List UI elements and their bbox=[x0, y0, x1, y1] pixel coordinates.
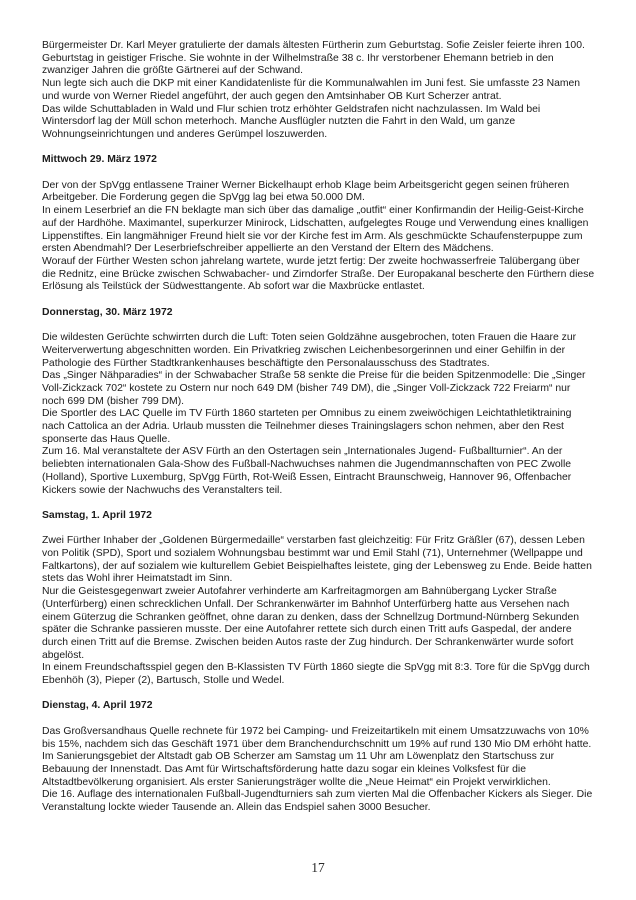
paragraph: Das „Singer Nähparadies“ in der Schwabacher Straße 58 senkte die Preise für die beiden Spitzenmodelle: Die „Singer Voll-Zickzack 702“ kostete zu Ostern nur noch 649 DM (bisher 749 DM), die „Singer Voll-Zickzack 722 Freiarm“ nur noch 699 DM (bisher 799 DM). bbox=[42, 370, 586, 407]
paragraph: Die Sportler des LAC Quelle im TV Fürth 1860 starteten per Omnibus zu einem zweiwöchigen Leichtathletiktraining nach Cattolica an der Adria. Urlaub mussten die Teilnehmer dieses Trainingslagers schon nehmen, aber den Rest sponserte das Haus Quelle. bbox=[42, 408, 572, 445]
paragraph: Bürgermeister Dr. Karl Meyer gratulierte der damals ältesten Fürtherin zum Geburtstag. Sofie Zeisler feierte ihren 100. Geburtstag in geistiger Frische. Sie wohnte in der Wilhelmstraße 38 c. Ihr verstorbener Ehemann betrieb in den zwanziger Jahren die größte Gärtnerei auf der Schwand. bbox=[42, 40, 585, 77]
paragraph: Das Großversandhaus Quelle rechnete für 1972 bei Camping- und Freizeitartikeln mit einem Umsatzzuwachs von 10% bis 15%, nachdem sich das Geschäft 1971 über dem Branchendurchschnitt um 19% auf rund 130 Mio DM erhöht hatte. bbox=[42, 725, 592, 750]
paragraph: Nun legte sich auch die DKP mit einer Kandidatenliste für die Kommunalwahlen im Juni fest. Sie umfasste 23 Namen und wurde von Werner Riedel angeführt, der auch gegen den Amtsinhaber OB Kurt Scherzer antrat. bbox=[42, 78, 581, 102]
document-body bbox=[42, 40, 595, 815]
paragraph: In einem Leserbrief an die FN beklagte man sich über das damalige „outfit“ einer Konfirmandin der Heilig-Geist-Kirche auf der Hardhöhe. Maximantel, superkurzer Minirock, Lidschatten, aufgelegtes Rouge und Verwendung eines knalligen Lippenstiftes. Ein langmähniger Freund hielt sie vor der Kirche fest im Arm. Als geschmückte Schaufensterpuppe zum ersten Abendmahl? Der Leserbriefschreiber appellierte an den Verstand der Eltern des Mädchens. bbox=[42, 205, 589, 255]
paragraph: In einem Freundschaftsspiel gegen den B-Klassisten TV Fürth 1860 siegte die SpVgg mit 8:3. Tore für die SpVgg durch Ebenhöh (3), Pieper (2), Bartusch, Stolle und Wedel. bbox=[42, 662, 590, 687]
paragraph: Nur die Geistesgegenwart zweier Autofahrer verhinderte am Karfreitagmorgen am Bahnübergang Lycker Straße (Unterfürberg) einen schrecklichen Unfall. Der Schrankenwärter im Bahnhof Unterfürberg hatte aus Versehen nach einem Güterzug die Schranken geöffnet, ohne daran zu denken, dass der Schnellzug Dortmund-Nürnberg Sekunden später die Schranke passieren musste. Der eine Autofahrer rettete sich durch einen Tritt aufs Gaspedal, der andere durch einen Tritt auf die Bremse. Zwischen beiden Autos raste der Zug hindurch. Der Schrankenwärter wurde sofort abgelöst. bbox=[42, 586, 579, 661]
section-heading: Mittwoch 29. März 1972 bbox=[42, 154, 157, 166]
paragraph: Zwei Fürther Inhaber der „Goldenen Bürgermedaille“ verstarben fast gleichzeitig: Für Fritz Gräßler (67), dessen Leben von Politik (SPD), Sport und sozialem Wohnungsbau bestimmt war und Emil Stahl (71), Unternehmer (Wellpappe und Faltkartons), der auf sozialem wie kulturellem Gebiet Beispielhaftes leistete, ging der Lebensweg zu Ende. Beide hatten stets das Wohl ihrer Heimatstadt im Sinn. bbox=[42, 535, 592, 585]
paragraph: Die wildesten Gerüchte schwirrten durch die Luft: Toten seien Goldzähne ausgebrochen, toten Frauen die Haare zur Weiterverwertung abgeschnitten worden. Ein Privatkrieg zwischen Leichenbesorgerinnen und einer Gehilfin in der Pathologie des Fürther Stadtkrankenhauses beschäftigte den Personalausschuss des Stadtrates. bbox=[42, 332, 577, 369]
section-heading: Dienstag, 4. April 1972 bbox=[42, 700, 153, 712]
paragraph: Die 16. Auflage des internationalen Fußball-Jugendturniers sah zum vierten Mal die Offenbacher Kickers als Sieger. Die Veranstaltung lockte wieder Tausende an. Allein das Endspiel sahen 3000 Besucher. bbox=[42, 789, 593, 814]
section-heading: Samstag, 1. April 1972 bbox=[42, 509, 152, 521]
paragraph: Worauf der Fürther Westen schon jahrelang wartete, wurde jetzt fertig: Der zweite hochwasserfreie Talübergang über die Rednitz, eine Brücke zwischen Schwabacher- und Zirndorfer Straße. Der Europakanal bescherte den Fürthern diese Erlösung als Teilstück der Südwesttangente. Ab sofort war die Maxbrücke entlastet. bbox=[42, 255, 595, 293]
paragraph: Im Sanierungsgebiet der Altstadt gab OB Scherzer am Samstag um 11 Uhr am Löwenplatz den Startschuss zur Bebauung der Innenstadt. Das Amt für Wirtschaftsförderung hatte dazu sogar ein kleines Volksfest für die Altstadtbevölkerung organisiert. Als erster Sanierungsträger wollte die „Neue Heimat“ ein Projekt verwirklichen. bbox=[42, 751, 555, 788]
page-number: 17 bbox=[311, 860, 325, 875]
paragraph: Der von der SpVgg entlassene Trainer Werner Bickelhaupt erhob Klage beim Arbeitsgericht gegen seinen früheren Arbeitgeber. Die Forderung gegen die SpVgg lag bei etwa 50.000 DM. bbox=[42, 179, 570, 204]
paragraph: Zum 16. Mal veranstaltete der ASV Fürth an den Ostertagen sein „Internationales Jugend- Fußballturnier“. An der beliebten internationalen Gala-Show des Fußball-Nachwuchses nahmen die Jugendmannschaften von PEC Zwolle (Holland), Sportive Luxemburg, SpVgg Fürth, Rot-Weiß Essen, Eintracht Braunschweig, Hannover 96, Offenbacher Kickers sowie der Nachwuchs des Veranstalters teil. bbox=[42, 446, 572, 496]
paragraph: Das wilde Schuttabladen in Wald und Flur schien trotz erhöhter Geldstrafen nicht nachzulassen. Im Wald bei Wintersdorf lag der Müll schon meterhoch. Manche Ausflügler nutzten die Fahrt in den Wald, um ganze Wohnungseinrichtungen und anderes Gerümpel loszuwerden. bbox=[42, 103, 541, 140]
section-heading: Donnerstag, 30. März 1972 bbox=[42, 306, 173, 318]
